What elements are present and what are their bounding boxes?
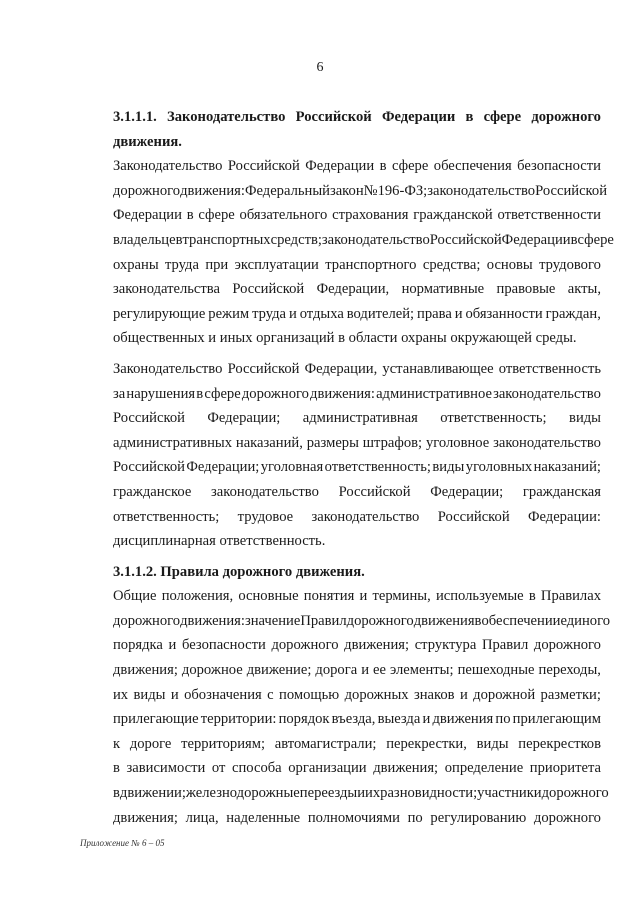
text-line: регулирующие режим труда и отдыха водителей; права и обязанности граждан, [113,305,601,322]
section-heading-line: 3.1.1.2. Правила дорожного движения. [113,563,365,580]
text-line: порядка и безопасности дорожного движения; структура Правил дорожного [113,637,601,654]
text-line: охраны труда при эксплуатации транспортного средства; основы трудового [113,256,601,273]
text-line: Законодательство Российской Федерации, устанавливающее ответственность [113,360,601,377]
text-line: Общие положения, основные понятия и термины, используемые в Правилах [113,588,601,605]
text-line: в зависимости от способа организации движения; определение приоритета [113,760,601,777]
text-line: прилегающие территории: порядок въезда, выезда и движения по прилегающим [113,711,601,728]
text-line: дорожного движения: Федеральный закон № 196-ФЗ; законодательство Российской [113,182,607,199]
text-line: за нарушения в сфере дорожного движения: административное законодательство [113,385,601,402]
text-line: административных наказаний, размеры штрафов; уголовное законодательство [113,434,601,451]
section-heading-line: 3.1.1.1. Законодательство Российской Федерации в сфере дорожного [113,109,601,125]
text-line: Законодательство Российской Федерации в сфере обеспечения безопасности [113,158,601,175]
text-line: владельцев транспортных средств; законодательство Российской Федерации в сфере [113,231,614,248]
text-line: движения; дорожное движение; дорога и ее элементы; пешеходные переходы, [113,662,601,679]
text-line: движения; лица, наделенные полномочиями по регулированию дорожного [113,809,601,826]
text-line: дисциплинарная ответственность. [113,533,326,550]
text-line: в движении; железнодорожные переезды и их разновидности; участники дорожного [113,785,609,802]
text-line: гражданское законодательство Российской Федерации; гражданская [113,483,601,500]
text-line: Федерации в сфере обязательного страхования гражданской ответственности [113,207,601,224]
page-footer: Приложение № 6 – 05 [80,838,165,848]
text-line: дорожного движения: значение Правил дорожного движения в обеспечении единого [113,612,611,629]
text-line: к дороге территориям; автомагистрали; перекрестки, виды перекрестков [113,735,601,752]
text-line: общественных и иных организаций в области охраны окружающей среды. [113,330,577,347]
text-line: их виды и обозначения с помощью дорожных знаков и дорожной разметки; [113,686,601,703]
text-line: законодательства Российской Федерации, нормативные правовые акты, [113,281,601,298]
section-heading-line: движения. [113,133,182,150]
page-number: 6 [316,60,324,75]
text-line: Российской Федерации; административная ответственность; виды [113,410,601,427]
document-body [113,105,614,830]
text-line: Российской Федерации; уголовная ответственность; виды уголовных наказаний; [113,459,601,476]
text-line: ответственность; трудовое законодательство Российской Федерации: [113,508,601,525]
